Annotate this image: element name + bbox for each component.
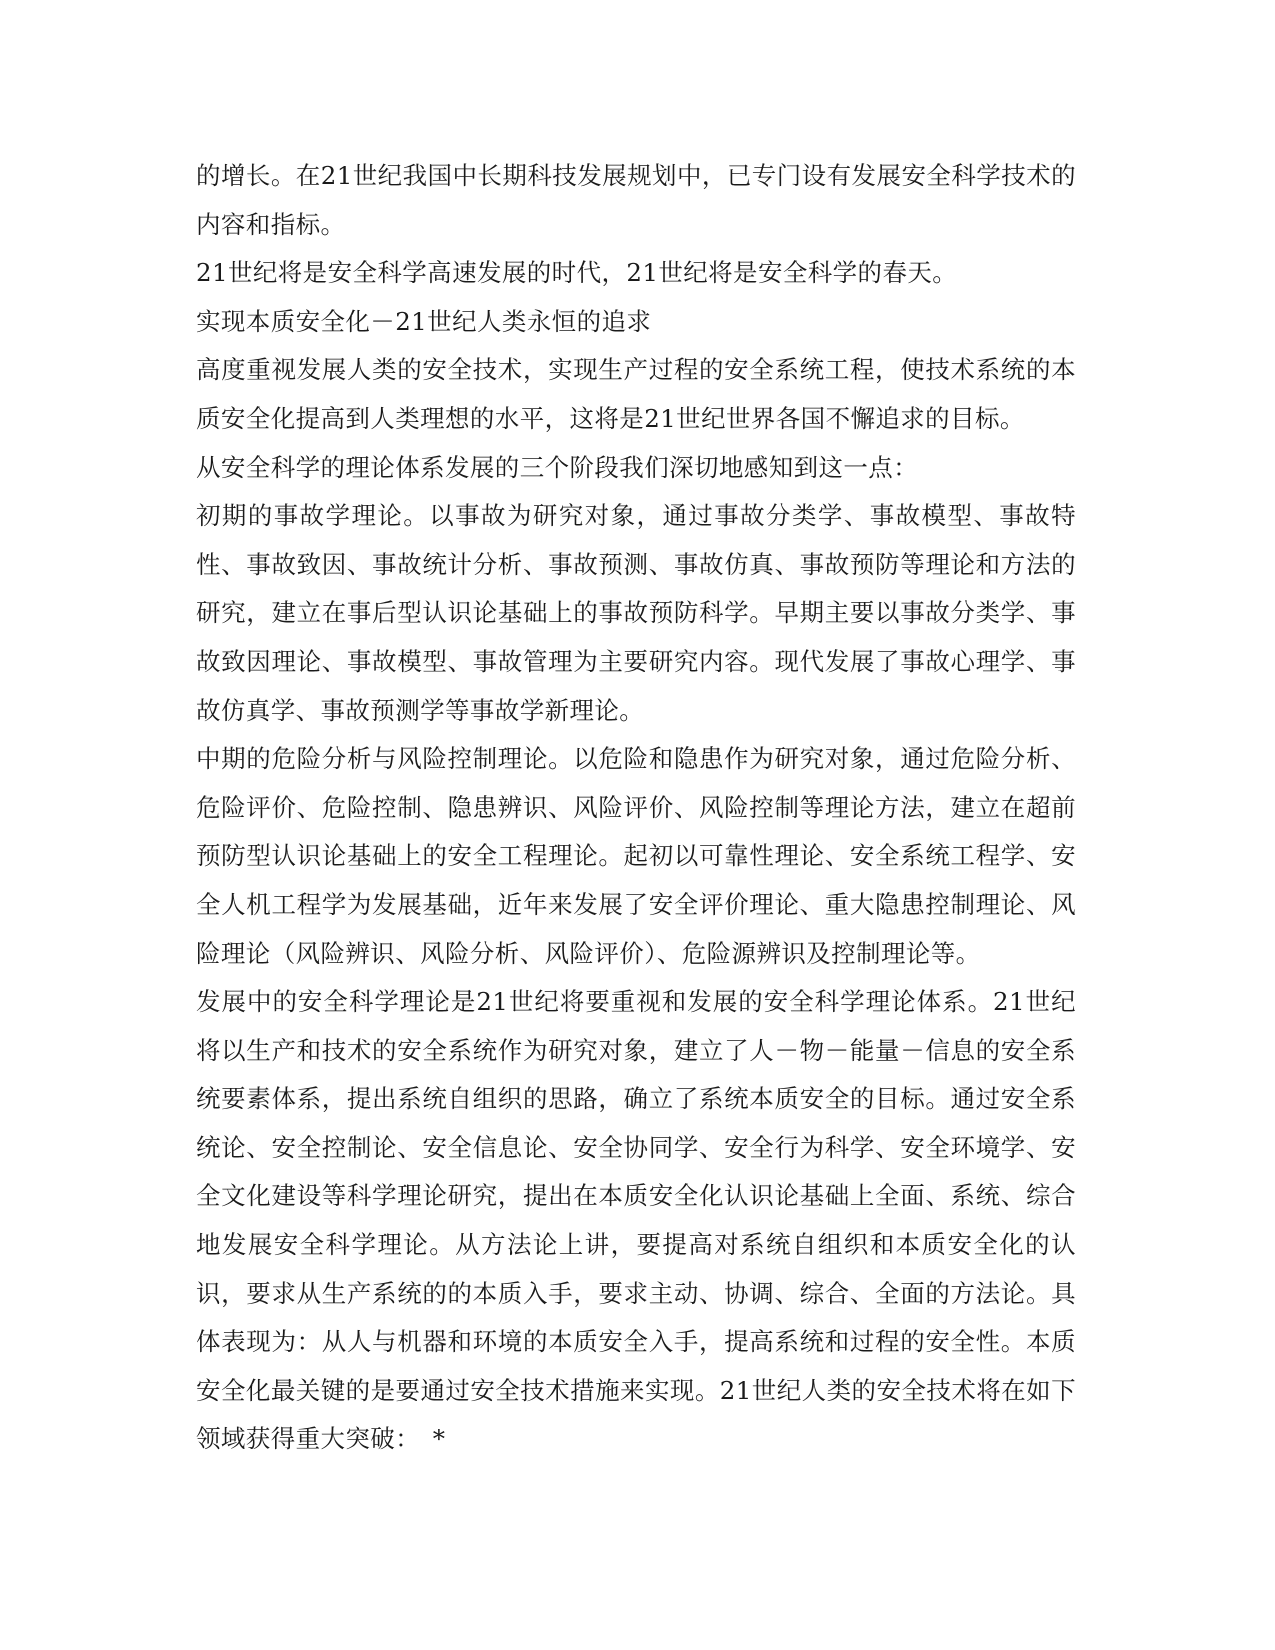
- paragraph-developing-theory: 发展中的安全科学理论是21世纪将要重视和发展的安全科学理论体系。21世纪将以生产和技术的安全系统作为研究对象，建立了人－物－能量－信息的安全系统要素体系，提出系统自组织的思路，确立了系统本质安全的目标。通过安全系统论、安全控制论、安全信息论、安全协同学、安全行为科学、安全环境学、安全文化建设等科学理论研究，提出在本质安全化认识论基础上全面、系统、综合地发展安全科学理论。从方法论上讲，要提高对系统自组织和本质安全化的认识，要求从生产系统的的本质入手，要求主动、协调、综合、全面的方法论。具体表现为：从人与机器和环境的本质安全入手，提高系统和过程的安全性。本质安全化最关键的是要通过安全技术措施来实现。21世纪人类的安全技术将在如下领域获得重大突破： *: [196, 987, 1076, 1454]
- paragraph-planning: 的增长。在21世纪我国中长期科技发展规划中，已专门设有发展安全科学技术的内容和指标。: [196, 161, 1076, 239]
- paragraph-three-stages: 从安全科学的理论体系发展的三个阶段我们深切地感知到这一点：: [196, 452, 919, 482]
- paragraph-spring-of-safety-science: 21世纪将是安全科学高速发展的时代，21世纪将是安全科学的春天。: [196, 258, 958, 288]
- paragraph-risk-control-theory: 中期的危险分析与风险控制理论。以危险和隐患作为研究对象，通过危险分析、危险评价、危险控制、隐患辨识、风险评价、风险控制等理论方法，建立在超前预防型认识论基础上的安全工程理论。起初以可靠性理论、安全系统工程学、安全人机工程学为发展基础，近年来发展了安全评价理论、重大隐患控制理论、风险理论（风险辨识、风险分析、风险评价）、危险源辨识及控制理论等。: [196, 744, 1076, 968]
- paragraph-accident-theory: 初期的事故学理论。以事故为研究对象，通过事故分类学、事故模型、事故特性、事故致因、事故统计分析、事故预测、事故仿真、事故预防等理论和方法的研究，建立在事后型认识论基础上的事故预防科学。早期主要以事故分类学、事故致因理论、事故模型、事故管理为主要研究内容。现代发展了事故心理学、事故仿真学、事故预测学等事故学新理论。: [196, 501, 1076, 725]
- paragraph-goal: 高度重视发展人类的安全技术，实现生产过程的安全系统工程，使技术系统的本质安全化提高到人类理想的水平，这将是21世纪世界各国不懈追求的目标。: [196, 355, 1076, 433]
- document-body: [196, 152, 1076, 1464]
- section-heading: 实现本质安全化－21世纪人类永恒的追求: [196, 306, 652, 336]
